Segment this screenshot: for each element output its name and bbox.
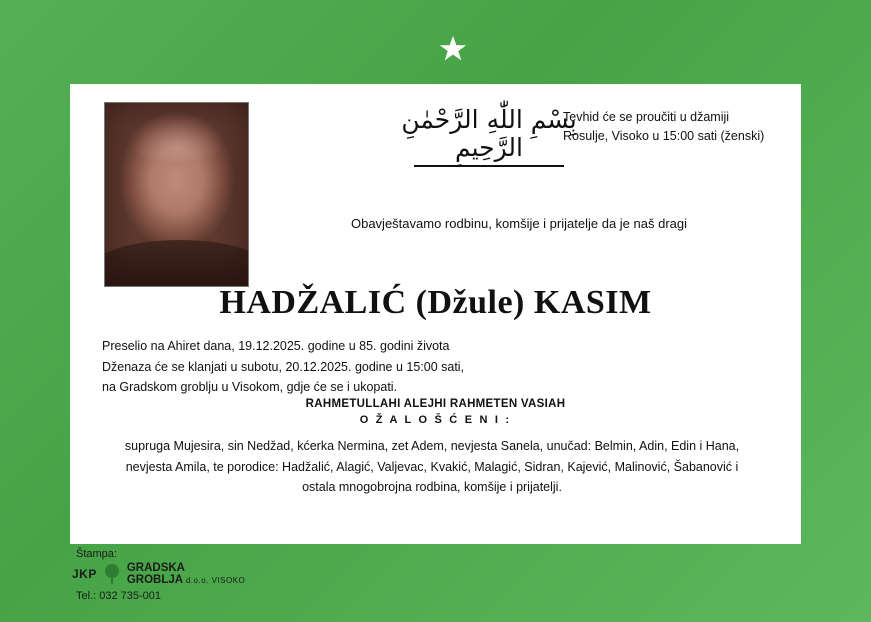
ozalosceni-heading: O Ž A L O Š Ć E N I : [359, 414, 512, 426]
bismillah-text: بِسْمِ اللّٰهِ الرَّحْمٰنِ الرَّحِيمِ [401, 105, 577, 162]
rahmetullahi-text: RAHMETULLAHI ALEJHI RAHMETEN VASIAH [305, 398, 566, 410]
logo-line-2: GROBLJA [126, 574, 183, 587]
funeral-details [102, 336, 762, 398]
detail-line-2: Dženaza će se klanjati u subotu, 20.12.2025. godine u 15:00 sati, [102, 359, 465, 374]
tree-icon [102, 563, 122, 585]
family-list [102, 436, 762, 498]
logo-sub: d.o.o. VISOKO [185, 576, 246, 586]
printer-phone: Tel.: 032 735-001 [76, 590, 162, 603]
family-line-1: supruga Mujesira, sin Nedžad, kćerka Nermina, zet Adem, nevjesta Sanela, unučad: Belmin, Adin, Edin i Hana, [124, 439, 740, 453]
family-line-2: nevjesta Amila, te porodice: Hadžalić, Alagić, Valjevac, Kvakić, Malagić, Sidran, Kajević, Malinović, Šabanović i [125, 459, 739, 474]
obituary-card [70, 84, 801, 544]
deceased-name: HADŽALIĆ (Džule) KASIM [219, 284, 652, 321]
photo-vignette [105, 103, 248, 286]
crescent-star-icon [0, 8, 871, 80]
printer-logo [72, 562, 392, 586]
printer-footer [72, 548, 392, 602]
logo-line-1: GRADSKA [126, 562, 185, 574]
detail-line-3: na Gradskom groblju u Visokom, gdje će se i ukopati. [102, 380, 398, 395]
card-inner [74, 88, 797, 540]
stampa-label: Štampa: [76, 548, 117, 560]
detail-line-1: Preselio na Ahiret dana, 19.12.2025. godine u 85. godini života [102, 339, 450, 353]
calligraphy-underline [414, 165, 564, 167]
tevhid-note: Tevhid će se proučiti u džamiji Rosulje, Visoko u 15:00 sati (ženski) [563, 110, 765, 143]
deceased-photo [104, 102, 249, 287]
announcement-text: Obavještavamo rodbinu, komšije i prijatelje da je naš dragi [350, 216, 687, 231]
logo-jkp-text: JKP [72, 567, 97, 582]
family-line-3: ostala mnogobrojna rodbina, komšije i prijatelji. [302, 480, 562, 495]
logo-company-text [127, 562, 245, 586]
